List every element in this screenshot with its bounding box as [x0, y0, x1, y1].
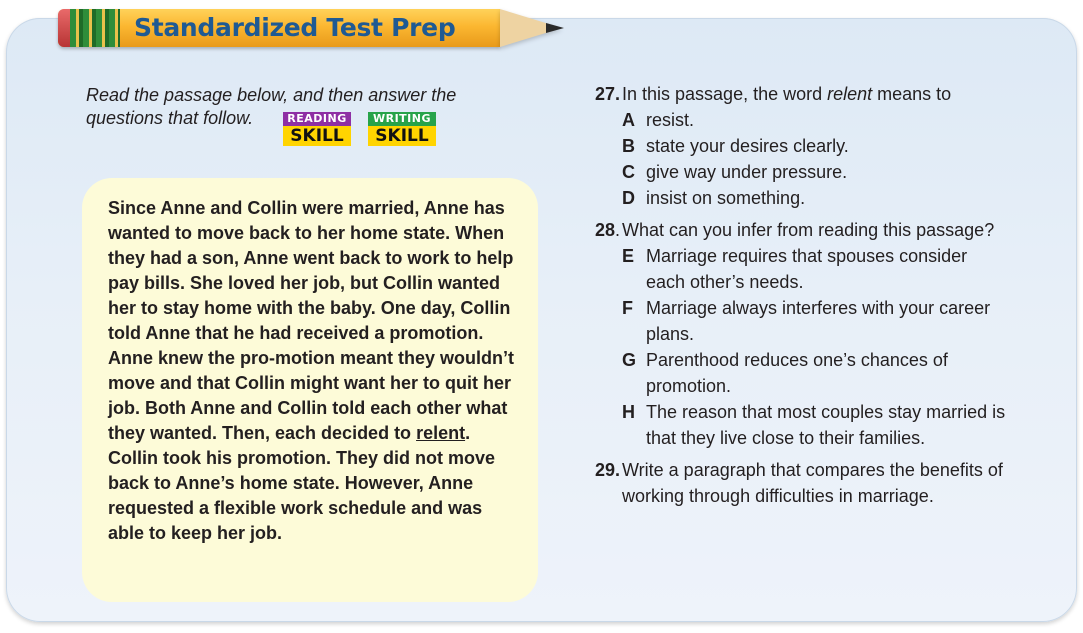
writing-skill-badge [368, 112, 436, 146]
question-27-prompt [622, 81, 951, 107]
option-d-letter: D [622, 188, 635, 208]
option-g-line-2: promotion. [646, 376, 732, 396]
option-c-text: give way under pressure. [646, 162, 848, 182]
passage-keyword: relent [416, 423, 466, 443]
option-f-line-2: plans. [646, 324, 695, 344]
question-28 [580, 217, 1060, 243]
pencil-header [58, 9, 578, 47]
question-29 [580, 457, 1060, 509]
option-b-letter: B [622, 136, 635, 156]
question-28-number-digits: 28 [594, 220, 615, 240]
option-d-text: insist on something. [646, 188, 806, 208]
question-29-line-2: working through difficulties in marriage. [622, 486, 934, 506]
writing-badge-label: WRITING [368, 112, 436, 126]
pencil-lead [546, 23, 564, 33]
question-29-line-1: Write a paragraph that compares the benefits of [622, 460, 1003, 480]
option-a-text: resist. [646, 110, 695, 130]
option-e-line-1: Marriage requires that spouses consider [646, 246, 968, 266]
question-29-number: 29. [594, 460, 620, 480]
option-f-line-1: Marriage always interferes with your career [646, 298, 991, 318]
instructions-line-1: Read the passage below, and then answer the [86, 85, 457, 105]
option-a-letter: A [622, 110, 635, 130]
reading-badge-skill: SKILL [283, 126, 351, 146]
reading-skill-badge [283, 112, 351, 146]
reading-passage [108, 196, 520, 546]
option-e-line-2: each other’s needs. [646, 272, 804, 292]
section-title: Standardized Test Prep [134, 13, 456, 42]
question-27 [580, 81, 1060, 107]
question-27-number: 27. [594, 84, 620, 104]
option-h-letter: H [622, 402, 635, 422]
question-27-pre: In this passage, the word [622, 84, 828, 104]
option-e-letter: E [622, 246, 635, 266]
question-28-prompt: What can you infer from reading this passage? [622, 220, 995, 240]
reading-badge-label: READING [283, 112, 351, 126]
pencil-eraser [58, 9, 70, 47]
option-f-letter: F [622, 298, 633, 318]
option-h-line-1: The reason that most couples stay married is [646, 402, 1006, 422]
question-28-number-suffix: . [614, 220, 620, 240]
question-28-number [580, 217, 620, 243]
question-27-term: relent [827, 84, 873, 104]
passage-text-after: . Collin took his promotion. They did not move back to Anne’s home state. However, Anne requested a flexible work schedule and was able to keep her job. [108, 423, 495, 543]
writing-badge-skill: SKILL [368, 126, 436, 146]
option-c-letter: C [622, 162, 635, 182]
option-h-line-2: that they live close to their families. [646, 428, 926, 448]
passage-text-before: Since Anne and Collin were married, Anne has wanted to move back to her home state. When they had a son, Anne went back to work to help pay bills. She loved her job, but Collin wanted her to stay home with the baby. One day, Collin told Anne that he had received a promotion. Anne knew the pro-motion meant they wouldn’t move and that Collin might want her to quit her job. Both Anne and Collin told each other what they wanted. Then, each decided to [108, 198, 515, 443]
option-g-line-1: Parenthood reduces one’s chances of [646, 350, 948, 370]
option-b-text: state your desires clearly. [646, 136, 849, 156]
pencil-ferrule [70, 9, 120, 47]
question-27-post: means to [872, 84, 952, 104]
option-g-letter: G [622, 350, 637, 370]
instructions-line-2: questions that follow. [86, 108, 254, 128]
